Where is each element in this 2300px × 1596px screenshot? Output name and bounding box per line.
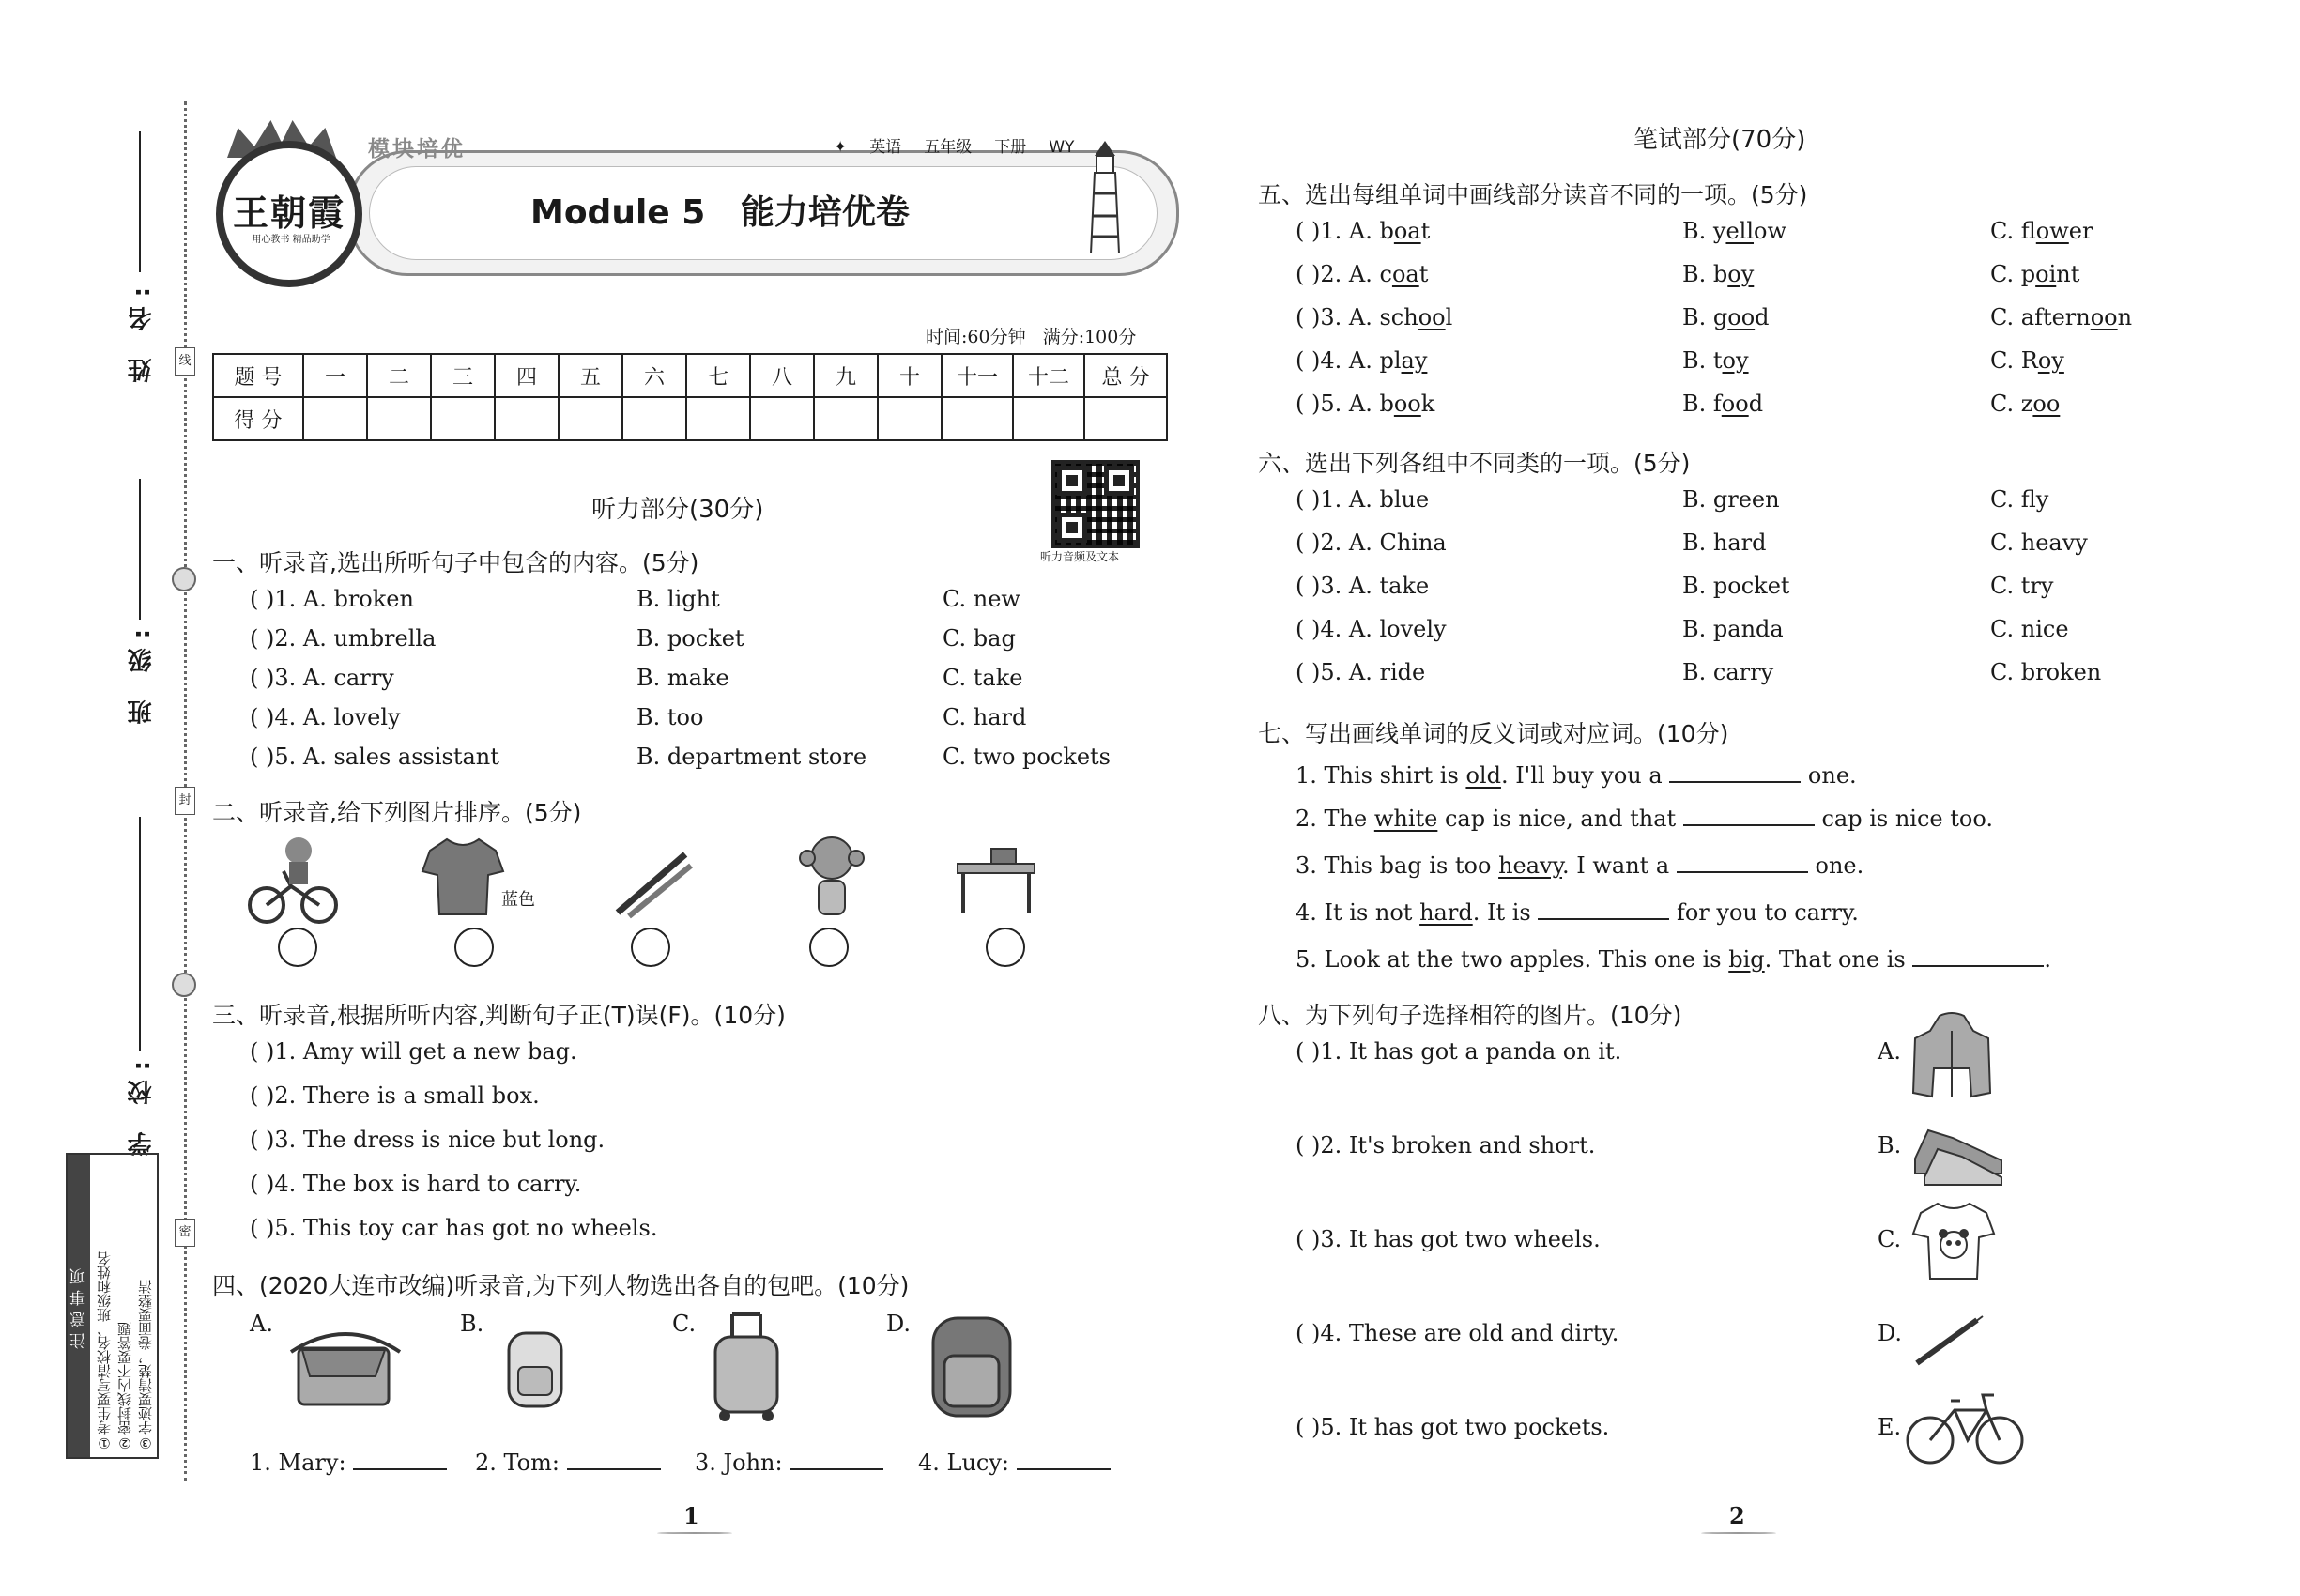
page-number-2: 2 (1729, 1502, 1745, 1529)
name-field[interactable] (139, 131, 141, 272)
s6-item-4-c: C. nice (1990, 616, 2069, 642)
bag-letter-b: B. (460, 1311, 484, 1337)
score-cell-total[interactable] (1084, 397, 1167, 440)
score-col: 五 (559, 354, 622, 397)
s5-item-5-c: C. zoo (1990, 391, 2061, 417)
s7-item-1: 1. This shirt is old. I'll buy you a one. (1296, 759, 1857, 789)
s5-item-4: ( )4. A. play (1296, 347, 1428, 374)
s3-item-3: ( )3. The dress is nice but long. (250, 1127, 606, 1153)
seal-char: 线 (175, 347, 195, 376)
s1-item-3-b: B. make (636, 665, 729, 691)
score-value-row (213, 397, 1167, 440)
person-mary: 1. Mary: (250, 1446, 447, 1476)
score-cell[interactable] (942, 397, 1013, 440)
s5-item-2-b: B. boy (1682, 261, 1755, 287)
brand-name: 王朝霞 (232, 192, 345, 234)
messenger-bag-icon (282, 1324, 409, 1408)
score-header-row (213, 354, 1167, 397)
monkey-toy-icon (794, 834, 869, 928)
person-john: 3. John: (695, 1446, 883, 1476)
s1-item-4: ( )4. A. lovely (250, 704, 401, 730)
pic-letter-c: C. (1878, 1226, 1902, 1252)
s7-item-2: 2. The white cap is nice, and that cap is nice too. (1296, 802, 1993, 832)
pic-letter-d: D. (1878, 1320, 1903, 1346)
s1-item-3-c: C. take (943, 665, 1023, 691)
s5-item-4-b: B. toy (1682, 347, 1749, 374)
trolley-backpack-icon (704, 1311, 789, 1423)
lighthouse-icon (1087, 135, 1123, 253)
s1-item-3: ( )3. A. carry (250, 665, 394, 691)
note-line: ②密封线内不要答题 (116, 1322, 133, 1451)
score-col-total: 总 分 (1084, 354, 1167, 397)
s6-item-4: ( )4. A. lovely (1296, 616, 1447, 642)
s7-item-5: 5. Look at the two apples. This one is big. That one is . (1296, 943, 2051, 973)
girl-riding-bike-icon (246, 834, 340, 928)
s5-item-3-c: C. afternoon (1990, 304, 2133, 330)
section-3-title: 三、听录音,根据所听内容,判断句子正(T)误(F)。(10分) (212, 1002, 786, 1029)
s6-item-3-c: C. try (1990, 573, 2054, 599)
s7-item-3: 3. This bag is too heavy. I want a one. (1296, 849, 1863, 879)
grade: 五年级 (924, 138, 973, 157)
s1-item-5-c: C. two pockets (943, 744, 1111, 770)
broken-pen-icon (1911, 1312, 1986, 1369)
score-col: 四 (495, 354, 559, 397)
pic-letter-e: E. (1878, 1414, 1902, 1440)
s3-item-2: ( )2. There is a small box. (250, 1082, 540, 1109)
binding-hole-icon (172, 973, 196, 997)
s1-item-1: ( )1. A. broken (250, 586, 414, 612)
s6-item-3-b: B. pocket (1682, 573, 1790, 599)
answer-circle[interactable] (986, 928, 1025, 967)
s5-item-1-c: C. flower (1990, 218, 2093, 244)
s8-item-5: ( )5. It has got two pockets. (1296, 1414, 1610, 1440)
notes-title: 注意事项 (68, 1155, 90, 1457)
score-cell[interactable] (814, 397, 878, 440)
score-table (212, 353, 1168, 441)
s5-item-1-b: B. yellow (1682, 218, 1787, 244)
bag-letter-a: A. (250, 1311, 273, 1337)
blue-tshirt-icon (421, 834, 505, 918)
person-tom: 2. Tom: (475, 1446, 661, 1476)
page-number-ornament (1701, 1532, 1776, 1534)
section-tab: 模块培优 (368, 137, 466, 161)
s1-item-2: ( )2. A. umbrella (250, 625, 437, 652)
hooded-jacket-icon (1911, 1012, 1992, 1102)
desk-with-box-icon (954, 841, 1038, 916)
mary-answer-blank[interactable] (353, 1446, 447, 1470)
binding-hole-icon (172, 567, 196, 591)
s7-blank-1[interactable] (1669, 759, 1801, 783)
score-col: 六 (622, 354, 686, 397)
answer-circle[interactable] (278, 928, 317, 967)
score-cell[interactable] (622, 397, 686, 440)
qr-caption: 听力音频及文本 (1040, 550, 1120, 563)
s1-item-4-c: C. hard (943, 704, 1027, 730)
s8-item-3: ( )3. It has got two wheels. (1296, 1226, 1601, 1252)
pens-icon (610, 845, 695, 920)
s3-item-1: ( )1. Amy will get a new bag. (250, 1038, 577, 1065)
section-4-title: 四、(2020大连市改编)听录音,为下列人物选出各自的包吧。(10分) (212, 1272, 910, 1299)
score-cell[interactable] (1013, 397, 1084, 440)
s7-blank-4[interactable] (1538, 896, 1669, 920)
s5-item-5-b: B. food (1682, 391, 1764, 417)
s6-item-5-b: B. carry (1682, 659, 1774, 685)
score-col: 八 (750, 354, 814, 397)
bag-letter-d: D. (886, 1311, 912, 1337)
time-info: 时间:60分钟 满分:100分 (926, 327, 1137, 347)
qr-code[interactable] (1051, 460, 1140, 548)
class-field[interactable] (139, 479, 141, 620)
s6-item-5: ( )5. A. ride (1296, 659, 1426, 685)
score-row-label: 得 分 (213, 397, 303, 440)
pic-letter-b: B. (1878, 1132, 1902, 1159)
s3-item-5: ( )5. This toy car has got no wheels. (250, 1215, 658, 1241)
s6-item-2-c: C. heavy (1990, 529, 2088, 556)
score-cell[interactable] (431, 397, 495, 440)
page-title: Module 5 能力培优卷 (530, 193, 910, 232)
s5-item-2: ( )2. A. coat (1296, 261, 1429, 287)
sneakers-icon (1911, 1112, 2005, 1187)
notes-box (66, 1153, 159, 1459)
s1-item-2-b: B. pocket (636, 625, 744, 652)
sparkle-icon: ✦ (834, 138, 848, 157)
score-cell[interactable] (367, 397, 431, 440)
edition: WY (1049, 138, 1075, 157)
s7-blank-3[interactable] (1677, 849, 1808, 873)
score-col: 十 (878, 354, 942, 397)
school-label: 学 校: (128, 1051, 156, 1157)
s6-item-4-b: B. panda (1682, 616, 1784, 642)
score-col: 十二 (1013, 354, 1084, 397)
s1-item-5-b: B. department store (636, 744, 867, 770)
page-number-ornament (657, 1532, 732, 1534)
section-7-title: 七、写出画线单词的反义词或对应词。(10分) (1258, 720, 1729, 747)
lucy-answer-blank[interactable] (1017, 1446, 1111, 1470)
section-2-title: 二、听录音,给下列图片排序。(5分) (212, 799, 582, 826)
note-line: ③字迹要清楚，卷面要整洁 (137, 1280, 154, 1451)
s5-item-5: ( )5. A. book (1296, 391, 1435, 417)
s8-item-4: ( )4. These are old and dirty. (1296, 1320, 1619, 1346)
class-label: 班 级: (128, 620, 156, 725)
score-cell[interactable] (686, 397, 750, 440)
listening-part-title: 听力部分(30分) (591, 496, 764, 524)
score-cell[interactable] (878, 397, 942, 440)
large-backpack-icon (920, 1311, 1023, 1421)
s1-item-5: ( )5. A. sales assistant (250, 744, 499, 770)
note-line: ①考生要写清校名、班级和姓名 (96, 1251, 113, 1451)
brand-subtitle: 用心教书 精品助学 (252, 235, 330, 245)
s6-item-3: ( )3. A. take (1296, 573, 1430, 599)
panda-tshirt-icon (1911, 1200, 1996, 1281)
subject: 英语 (869, 138, 902, 157)
score-col: 三 (431, 354, 495, 397)
s7-item-4: 4. It is not hard. It is for you to carry. (1296, 896, 1859, 926)
s6-item-1-b: B. green (1682, 486, 1780, 513)
s5-item-4-c: C. Roy (1990, 347, 2064, 374)
score-col: 十一 (942, 354, 1013, 397)
section-6-title: 六、选出下列各组中不同类的一项。(5分) (1258, 450, 1691, 477)
s5-item-3-b: B. good (1682, 304, 1770, 330)
answer-circle[interactable] (809, 928, 849, 967)
s8-item-1: ( )1. It has got a panda on it. (1296, 1038, 1622, 1065)
s3-item-4: ( )4. The box is hard to carry. (250, 1171, 582, 1197)
s5-item-3: ( )3. A. school (1296, 304, 1453, 330)
small-backpack-icon (498, 1320, 573, 1410)
s6-item-2: ( )2. A. China (1296, 529, 1447, 556)
seal-char: 密 (175, 1219, 195, 1247)
score-col: 二 (367, 354, 431, 397)
s5-item-1: ( )1. A. boat (1296, 218, 1431, 244)
score-cell[interactable] (303, 397, 367, 440)
s1-item-1-b: B. light (636, 586, 720, 612)
s6-item-1: ( )1. A. blue (1296, 486, 1430, 513)
s7-blank-5[interactable] (1912, 943, 2044, 967)
s1-item-1-c: C. new (943, 586, 1020, 612)
name-label: 姓 名: (128, 278, 156, 383)
score-col: 七 (686, 354, 750, 397)
section-8-title: 八、为下列句子选择相符的图片。(10分) (1258, 1002, 1682, 1029)
score-cell[interactable] (750, 397, 814, 440)
bicycle-icon (1906, 1386, 2024, 1466)
s6-item-1-c: C. fly (1990, 486, 2049, 513)
score-cell[interactable] (559, 397, 622, 440)
s6-item-2-b: B. hard (1682, 529, 1767, 556)
s5-item-2-c: C. point (1990, 261, 2080, 287)
answer-circle[interactable] (631, 928, 670, 967)
s1-item-2-c: C. bag (943, 625, 1016, 652)
volume: 下册 (994, 138, 1027, 157)
section-5-title: 五、选出每组单词中画线部分读音不同的一项。(5分) (1258, 181, 1808, 208)
score-header-label: 题 号 (213, 354, 303, 397)
school-field[interactable] (139, 817, 141, 1051)
writing-part-title: 笔试部分(70分) (1633, 126, 1806, 154)
blue-label: 蓝色 (501, 890, 535, 910)
seal-char: 封 (175, 787, 195, 815)
john-answer-blank[interactable] (790, 1446, 883, 1470)
page-number-1: 1 (683, 1502, 699, 1529)
pic-letter-a: A. (1878, 1038, 1901, 1065)
answer-circle[interactable] (454, 928, 494, 967)
person-lucy: 4. Lucy: (918, 1446, 1111, 1476)
bag-letter-c: C. (672, 1311, 697, 1337)
score-cell[interactable] (495, 397, 559, 440)
s8-item-2: ( )2. It's broken and short. (1296, 1132, 1596, 1159)
tom-answer-blank[interactable] (567, 1446, 661, 1470)
s6-item-5-c: C. broken (1990, 659, 2102, 685)
score-col: 一 (303, 354, 367, 397)
s1-item-4-b: B. too (636, 704, 704, 730)
subject-meta (834, 133, 1096, 157)
score-col: 九 (814, 354, 878, 397)
section-1-title: 一、听录音,选出所听句子中包含的内容。(5分) (212, 549, 699, 576)
s7-blank-2[interactable] (1683, 802, 1815, 826)
